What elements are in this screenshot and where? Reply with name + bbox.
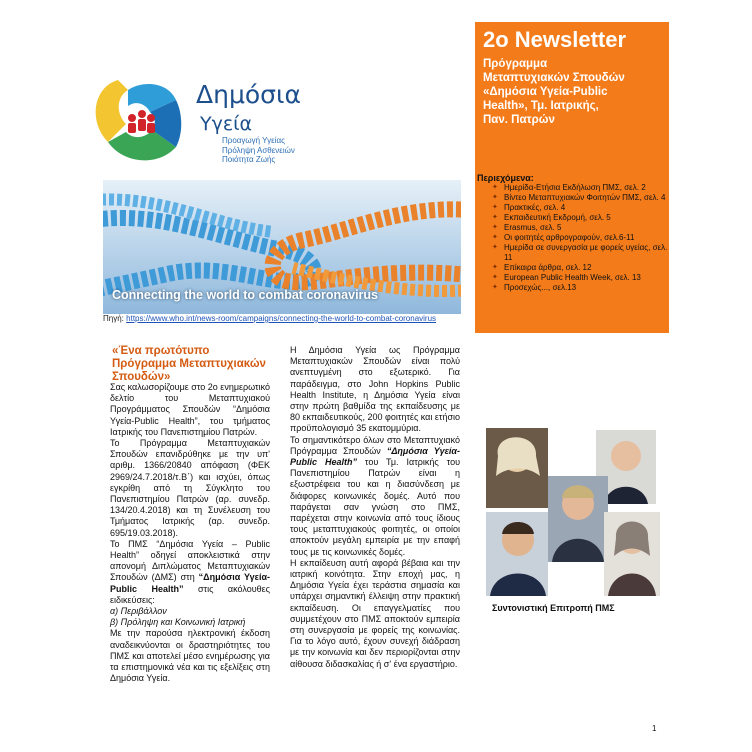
program-title-line: Πρόγραμμα xyxy=(483,58,548,70)
contents-heading: Περιεχόμενα: xyxy=(477,173,534,183)
logo-subtitle: Υγεία xyxy=(200,113,253,135)
contents-item[interactable] xyxy=(490,283,668,293)
article-text: στις ακόλουθες ειδικεύσεις: xyxy=(110,583,270,605)
contents-item[interactable] xyxy=(490,273,668,283)
program-title-line: Παν. Πατρών xyxy=(483,114,555,126)
logo-tagline xyxy=(222,136,295,165)
article-column-middle xyxy=(290,345,460,670)
contents-item[interactable] xyxy=(490,213,668,223)
contents-item-label: Ημερίδα-Ετήσια Εκδήλωση ΠΜΣ, σελ. 2 xyxy=(504,183,646,192)
contents-item-label: Βίντεο Μεταπτυχιακών Φοιτητών ΠΜΣ, σελ. 4 xyxy=(504,193,666,202)
logo-tagline-line: Ποιότητα Ζωής xyxy=(222,155,276,164)
contents-item-label: Οι φοιτητές αρθρογραφούν, σελ.6-11 xyxy=(504,233,635,242)
contents-item[interactable] xyxy=(490,263,668,273)
logo-title: Δημόσια xyxy=(196,80,301,109)
article-paragraph: Η Δημόσια Υγεία ως Πρόγραμμα Μεταπτυχιακών Σπουδών είναι πολύ ανεπτυγμένη στο εξωτερικό. Για παράδειγμα, στο John Hopkins Public Health Institute, η Δημόσια Υγεία είναι στην πρώτη βαθμίδα της εκπαίδευσης με 80 εκπαιδευτικούς, 200 φοιτητές και ετήσιο προϋπολογισμό 35 εκατομμύρια. xyxy=(290,345,461,434)
contents-item[interactable] xyxy=(490,183,668,193)
logo-tagline-line: Προαγωγή Υγείας xyxy=(222,136,285,145)
bullet-icon: ✦ xyxy=(492,274,498,281)
committee-caption: Συντονιστική Επιτροπή ΠΜΣ xyxy=(492,603,615,613)
program-title-line: Μεταπτυχιακών Σπουδών xyxy=(483,72,625,84)
banner-caption: Connecting the world to combat coronavirus xyxy=(112,288,378,302)
source-label: Πηγή: xyxy=(103,314,124,323)
contents-item[interactable] xyxy=(490,233,668,243)
contents-list xyxy=(490,183,668,293)
article-paragraph xyxy=(110,539,270,606)
article-paragraph: Σας καλωσορίζουμε στο 2ο ενημερωτικό δελτίο του Μεταπτυχιακού Προγράμματος Σπουδών “Δημόσια Υγεία-Public Health”, του τμήματος Ιατρικής του Πανεπιστημίου Πατρών. xyxy=(110,382,270,437)
article-text: του Τμ. Ιατρικής του Πανεπιστημίου Πατρών είναι η εξωστρέφεια του και η διασύνδεση με διάφορες κοινωνικές δομές. Αυτό που παράγεται σαν γνώση στο ΠΜΣ, παρέχεται στην κοινωνία από τους ίδιους τους μεταπτυχιακούς φοιτητές, οι οποίοι αποκτούν μεγάλη εμπειρία με την επαφή τους με τις κοινωνικές δομές. xyxy=(290,457,460,557)
contents-item-label: Εκπαιδευτική Εκδρομή, σελ. 5 xyxy=(504,213,611,222)
specialization-item: α) Περιβάλλον xyxy=(110,606,167,617)
bullet-icon: ✦ xyxy=(492,224,498,231)
article-text: Το σημαντικότερο όλων στο Μεταπτυχιακό Πρόγραμμα Σπουδών xyxy=(290,434,460,456)
program-title xyxy=(483,57,663,127)
specialization-item: β) Πρόληψη και Κοινωνική Ιατρική xyxy=(110,617,246,628)
contents-item[interactable] xyxy=(490,243,668,263)
bullet-icon: ✦ xyxy=(492,214,498,221)
contents-item-label: Erasmus, σελ. 5 xyxy=(504,223,562,232)
bullet-icon: ✦ xyxy=(492,284,498,291)
newsletter-title: 2o Newsletter xyxy=(483,27,627,52)
article-column-left xyxy=(110,382,270,684)
article-paragraph xyxy=(290,435,460,558)
article-paragraph: Το Πρόγραμμα Μεταπτυχιακών Σπουδών επανιδρύθηκε με την υπ' αριθμ. 1366/20840 απόφαση (ΦΕΚ 2969/24.7.2018/τ.Β΄) και ισχύει, όπως εγκρίθη από τη Σύγκλητο του Πανεπιστημίου Πατρών (αρ. συνεδρ. 134/20.4.2018) και τη Συνέλευση του Τμήματος Ιατρικής (αρ. συνεδρ. 695/19.03.2018). xyxy=(110,438,270,538)
contents-item[interactable] xyxy=(490,193,668,203)
bullet-icon: ✦ xyxy=(492,194,498,201)
contents-item-label: Προσεχώς..., σελ.13 xyxy=(504,283,577,292)
bullet-icon: ✦ xyxy=(492,184,498,191)
contents-item[interactable] xyxy=(490,203,668,213)
program-title-line: «Δημόσια Υγεία-Public xyxy=(483,86,608,98)
contents-item-label: Επίκαιρα άρθρα, σελ. 12 xyxy=(504,263,592,272)
article-paragraph: Η εκπαίδευση αυτή αφορά βέβαια και την ιατρική κοινότητα. Στην εποχή μας, η Δημόσια Υγεία έχει τεράστια σημασία και υπάρχει σημαντική έλλειψη στην πρακτική εκπαίδευση. Οι επαγγελματίες που συμμετέχουν στο ΠΜΣ αποκτούν εμπειρία στη συνεργασία με φορείς της κοινωνίας. Για το λόγο αυτό, έχουν συνεχή διάδραση με την κοινωνία και δεν περιορίζονται στην αίθουσα διδασκαλίας ή σ' ένα εργαστήριο. xyxy=(290,557,460,669)
program-title-line: Health», Τμ. Ιατρικής, xyxy=(483,100,599,112)
bullet-icon: ✦ xyxy=(492,244,498,251)
page-number: 1 xyxy=(652,724,657,733)
article-text: Το ΠΜΣ “Δημόσια Υγεία – Public Health” οδηγεί αποκλειστικά στην απονομή Διπλώματος Μεταπτυχιακών Σπουδών (ΔΜΣ) στη xyxy=(110,538,270,583)
program-name-bold: “Δημόσια Υγεία-Public Health” xyxy=(290,445,460,468)
image-source xyxy=(103,314,436,323)
article-paragraph: Με την παρούσα ηλεκτρονική έκδοση αναδεικνύονται οι δραστηριότητες του ΠΜΣ και αποτελεί μέσο ενημέρωσης για τα επιστημονικά νέα και τις εξελίξεις στη Δημόσια Υγεία. xyxy=(110,628,270,684)
contents-item-label: Ημερίδα σε συνεργασία με φορείς υγείας, σελ. 11 xyxy=(504,243,668,262)
article-heading: «Ένα πρωτότυπο Πρόγραμμα Μεταπτυχιακών Σπουδών» xyxy=(112,345,266,383)
program-name-bold: “Δημόσια Υγεία-Public Health” xyxy=(110,572,270,594)
committee-photo-collage xyxy=(478,426,666,596)
logo-tagline-line: Πρόληψη Ασθενειών xyxy=(222,145,295,155)
contents-item-label: European Public Health Week, σελ. 13 xyxy=(504,273,641,282)
bullet-icon: ✦ xyxy=(492,264,498,271)
bullet-icon: ✦ xyxy=(492,234,498,241)
bullet-icon: ✦ xyxy=(492,204,498,211)
source-link[interactable]: https://www.who.int/news-room/campaigns/connecting-the-world-to-combat-coronavirus xyxy=(126,314,437,323)
contents-item[interactable] xyxy=(490,223,668,233)
contents-item-label: Πρακτικές, σελ. 4 xyxy=(504,203,566,212)
